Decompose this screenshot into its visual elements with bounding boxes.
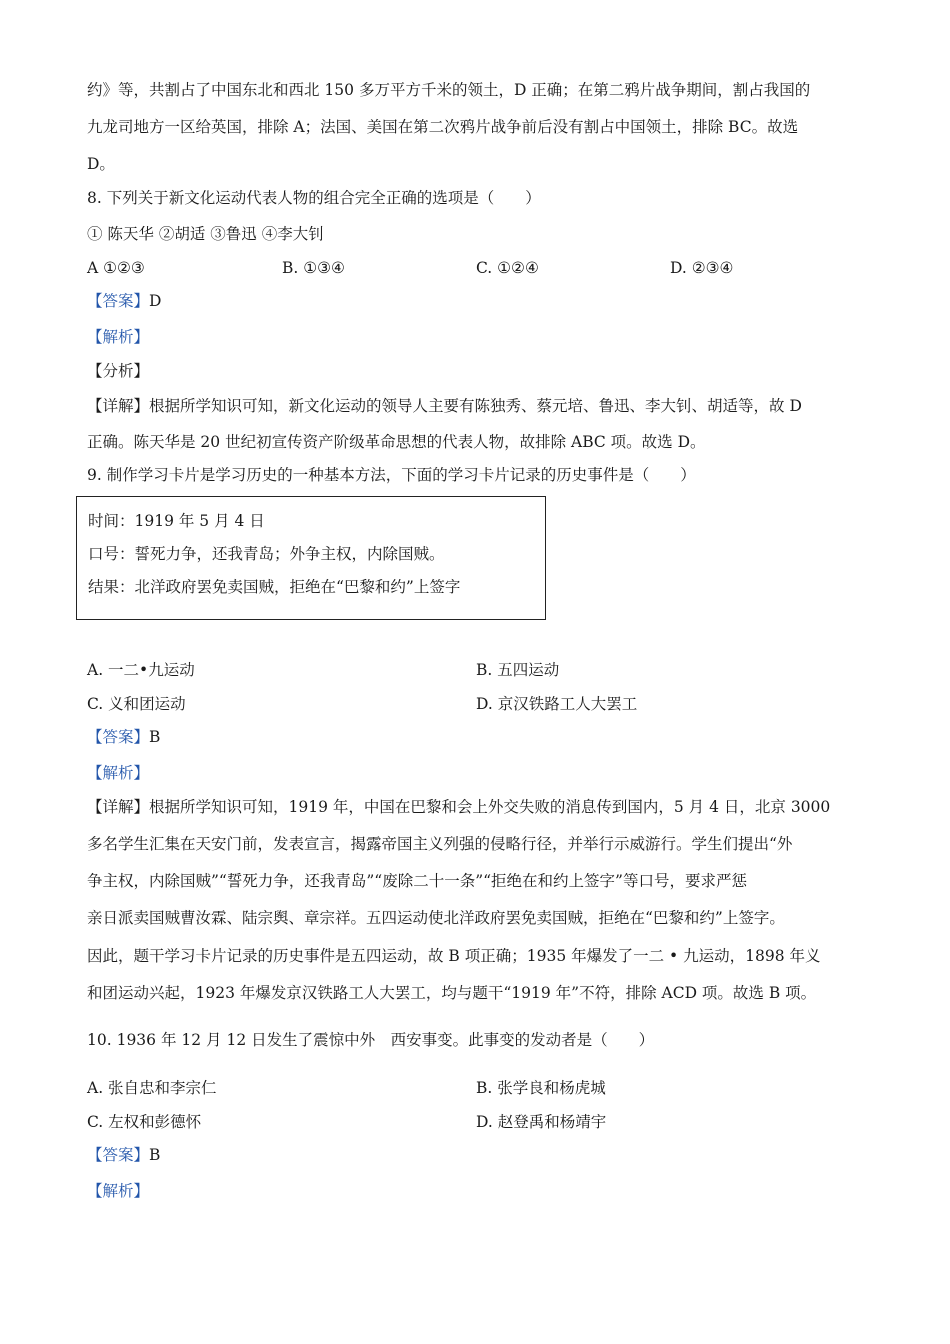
q8-option-b: B. ①③④ <box>282 259 345 277</box>
q7-text-line: 九龙司地方一区给英国，排除 A；法国、美国在第二次鸦片战争前后没有割占中国领土，排除 BC。故选 <box>87 118 799 136</box>
answer-value: B <box>149 728 161 746</box>
card-slogan: 口号：誓死力争，还我青岛；外争主权，内除国贼。 <box>88 545 445 563</box>
q10-analysis-tag: 【解析】 <box>87 1182 150 1200</box>
q8-option-a: A ①②③ <box>87 259 145 277</box>
q8-analysis-tag: 【解析】 <box>87 328 150 346</box>
q9-detail-line: 争主权，内除国贼”“誓死力争，还我青岛”“废除二十一条”“拒绝在和约上签字”等口号，要求严惩 <box>87 872 747 890</box>
detail-tag: 【详解】 <box>87 397 150 415</box>
q10-answer <box>87 1144 877 1166</box>
q8-stem: 8. 下列关于新文化运动代表人物的组合完全正确的选项是（ ） <box>87 189 541 207</box>
q9-option-b: B. 五四运动 <box>476 661 560 679</box>
q9-detail-line: 因此，题干学习卡片记录的历史事件是五四运动，故 B 项正确；1935 年爆发了一二 • 九运动，1898 年义 <box>87 947 821 965</box>
q8-fenxi-tag: 【分析】 <box>87 362 150 380</box>
card-time: 时间：1919 年 5 月 4 日 <box>88 512 265 530</box>
q9-detail-line: 多名学生汇集在天安门前，发表宣言，揭露帝国主义列强的侵略行径，并举行示威游行。学生们提出“外 <box>87 835 793 853</box>
q8-option-d: D. ②③④ <box>670 259 734 277</box>
q9-option-d: D. 京汉铁路工人大罢工 <box>476 695 638 713</box>
study-card <box>76 496 546 620</box>
q9-detail-line: 亲日派卖国贼曹汝霖、陆宗舆、章宗祥。五四运动使北洋政府罢免卖国贼，拒绝在“巴黎和约”上签字。 <box>87 909 785 927</box>
q10-option-a: A. 张自忠和李宗仁 <box>87 1079 217 1097</box>
card-result: 结果：北洋政府罢免卖国贼，拒绝在“巴黎和约”上签字 <box>88 578 461 596</box>
q8-detail-line: 正确。陈天华是 20 世纪初宣传资产阶级革命思想的代表人物，故排除 ABC 项。故选 D。 <box>87 433 706 451</box>
q9-detail-line: 和团运动兴起，1923 年爆发京汉铁路工人大罢工，均与题干“1919 年”不符，排除 ACD 项。故选 B 项。 <box>87 984 817 1002</box>
q9-stem: 9. 制作学习卡片是学习历史的一种基本方法，下面的学习卡片记录的历史事件是（ ） <box>87 466 696 484</box>
q10-stem: 10. 1936 年 12 月 12 日发生了震惊中外 西安事变。此事变的发动者是（ ） <box>87 1031 655 1049</box>
q9-answer <box>87 726 877 748</box>
q9-detail-line: 【详解】根据所学知识可知，1919 年，中国在巴黎和会上外交失败的消息传到国内，5 月 4 日，北京 3000 <box>87 798 831 816</box>
q7-text-line: D。 <box>87 155 115 173</box>
q7-text-line: 约》等，共割占了中国东北和西北 150 多万平方千米的领土，D 正确；在第二鸦片战争期间，割占我国的 <box>87 81 811 99</box>
q9-option-a: A. 一二•九运动 <box>87 661 195 679</box>
q8-answer <box>87 290 877 312</box>
answer-value: B <box>149 1146 161 1164</box>
answer-tag: 【答案】 <box>87 292 150 310</box>
q8-detail-line: 【详解】根据所学知识可知，新文化运动的领导人主要有陈独秀、蔡元培、鲁迅、李大钊、胡适等，故 D <box>87 397 802 415</box>
q9-analysis-tag: 【解析】 <box>87 764 150 782</box>
answer-tag: 【答案】 <box>87 728 150 746</box>
q10-option-c: C. 左权和彭德怀 <box>87 1113 202 1131</box>
q8-items: ① 陈天华 ②胡适 ③鲁迅 ④李大钊 <box>87 225 324 243</box>
q8-option-c: C. ①②④ <box>476 259 539 277</box>
detail-tag: 【详解】 <box>87 798 150 816</box>
q9-option-c: C. 义和团运动 <box>87 695 186 713</box>
q10-option-b: B. 张学良和杨虎城 <box>476 1079 606 1097</box>
answer-value: D <box>149 292 162 310</box>
answer-tag: 【答案】 <box>87 1146 150 1164</box>
q10-option-d: D. 赵登禹和杨靖宇 <box>476 1113 607 1131</box>
